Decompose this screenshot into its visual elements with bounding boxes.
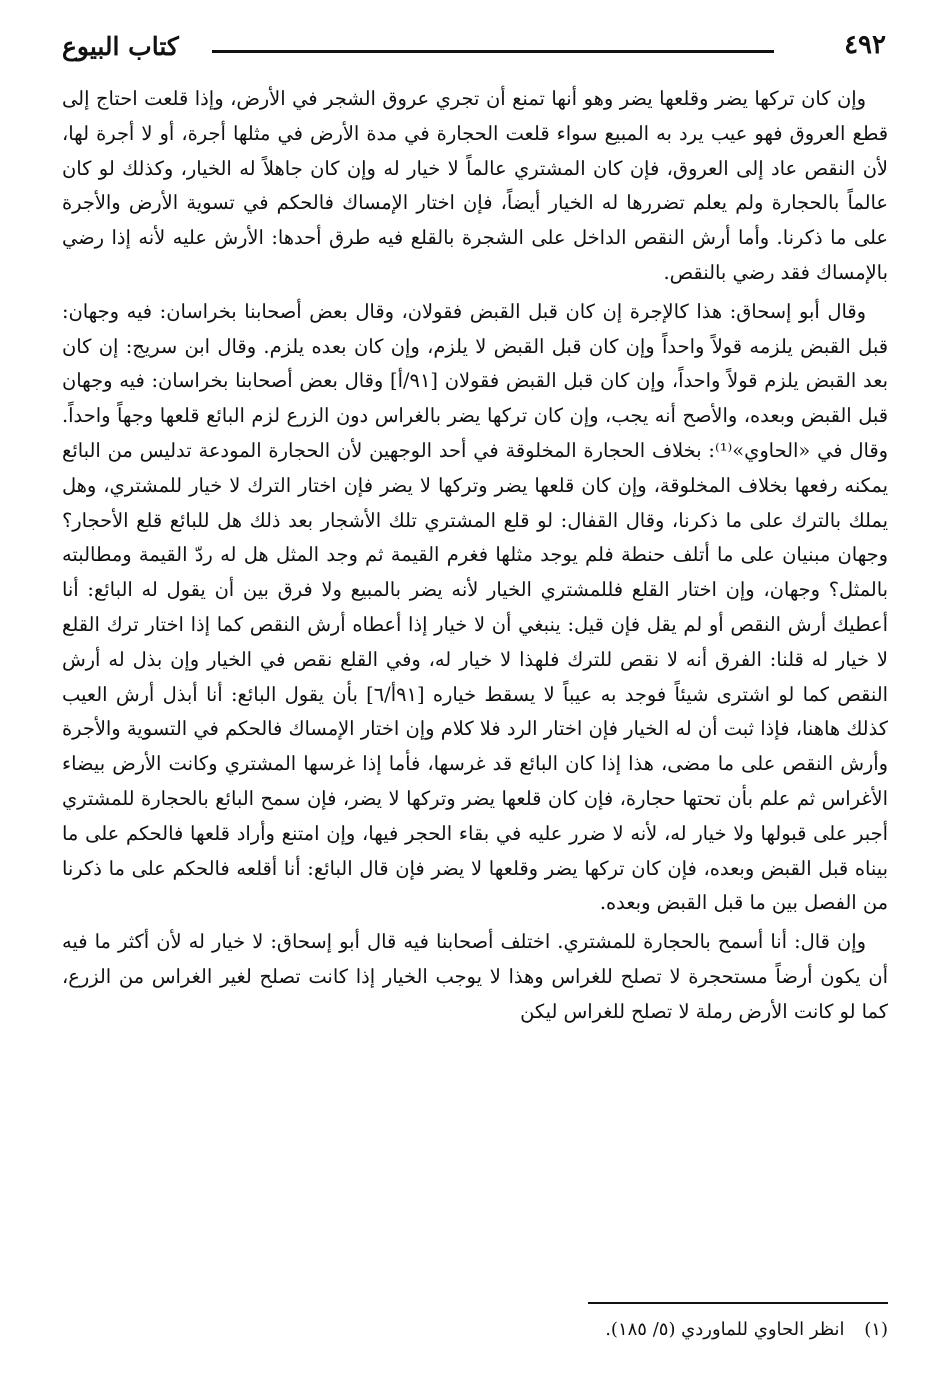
header-rule xyxy=(212,50,774,53)
paragraph: وإن قال: أنا أسمح بالحجارة للمشتري. اختلف أصحابنا فيه قال أبو إسحاق: لا خيار له لأن أكثر ما فيه أن يكون أرضاً مستحجرة لا تصلح للغراس وهذا لا يوجب الخيار إذا كانت تصلح لغير الغراس من الزرع، كما لو كانت الأرض رملة لا تصلح للغراس ليكن xyxy=(62,930,888,1023)
chapter-title: كتاب البيوع xyxy=(62,32,179,61)
page-number: ٤٩٢ xyxy=(844,30,886,60)
running-header xyxy=(62,28,886,68)
main-text xyxy=(62,82,888,1034)
paragraph: وقال أبو إسحاق: هذا كالإجرة إن كان قبل القبض فقولان، وقال بعض أصحابنا بخراسان: فيه وجهان: قبل القبض يلزمه قولاً واحداً وإن كان قبل القبض لا يلزم، وإن كان بعده يلزم. وقال ابن سريج: إن كان بعد القبض يلزم قولاً واحداً، وإن كان قبل القبض فقولان [٩١/أ] وقال بعض أصحابنا بخراسان: فيه وجهان قبل القبض وبعده، والأصح أنه يجب، وإن كان تركها يضر بالغراس دون الزرع لزم البائع قلعها وجهاً واحداً. وقال في «الحاوي»⁽¹⁾: بخلاف الحجارة المخلوقة في أحد الوجهين لأن الحجارة المودعة تدليس من البائع يمكنه رفعها بخلاف المخلوقة، وإن كان قلعها يضر وتركها لا يضر فإن اختار الترك لا خيار للمشتري، وهل يملك بالترك على ما ذكرنا، وقال القفال: لو قلع المشتري تلك الأشجار بعد ذلك هل للبائع قلع الأحجار؟ وجهان مبنيان على ما أتلف حنطة فلم يوجد مثلها فغرم القيمة ثم وجد المثل هل له ردّ القيمة ومطالبته بالمثل؟ وجهان، وإن اختار القلع فللمشتري الخيار لأنه يضر بالمبيع ولا فرق بين أن يقول له البائع: أنا أعطيك أرش النقص أو لم يقل فإن قيل: ينبغي أن لا خيار إذا أعطاه أرش النقص كما إذا اختار ترك القلع لا خيار له قلنا: الفرق أنه لا نقص للترك فلهذا لا خيار له، وفي القلع نقص في الخيار وإن بذل له أرش النقص كما لو اشترى شيئاً فوجد به عيباً لا يسقط خياره [٩١أ/٦] بأن يقول البائع: أنا أبذل أرش العيب كذلك هاهنا، فإذا ثبت أن له الخيار فإن اختار الرد فلا كلام وإن اختار الإمساك فالحكم في التسوية والأجرة وأرش النقص على ما مضى، هذا إذا كان البائع قد غرسها، فأما إذا غرسها المشتري وكانت الأرض بيضاء الأغراس ثم علم بأن تحتها حجارة، فإن كان قلعها يضر وتركها لا يضر، فإن سمح البائع بالحجارة للمشتري أجبر على قبولها ولا خيار له، لأنه لا ضرر عليه في بقاء الحجر فيها، وإن امتنع وأراد قلعها فالحكم على ما بيناه قبل القبض وبعده، فإن كان تركها يضر وقلعها لا يضر فإن قال البائع: أنا أقلعه فالحكم على ما ذكرنا من الفصل بين ما قبل القبض وبعده. xyxy=(62,299,889,915)
paragraph: وإن كان تركها يضر وقلعها يضر وهو أنها تمنع أن تجري عروق الشجر في الأرض، وإذا قلعت احتاج إلى قطع العروق فهو عيب يرد به المبيع سواء قلعت الحجارة في مدة الأرض في مثلها أجرة، أو لا أجرة لها، لأن النقص عاد إلى العروق، فإن كان المشتري عالماً لا خيار له وإن كان جاهلاً له الخيار، وكذلك لو كان عالماً بالحجارة ولم يعلم تضررها له الخيار أيضاً، فإن اختار الإمساك فالحكم في تسوية الأرض والأجرة على ما ذكرنا. وأما أرش النقص الداخل على الشجرة بالقلع فيه طرق أحدها: الأرش عليه لأنه إذا رضي بالإمساك فقد رضي بالنقص. xyxy=(62,87,888,284)
footnote-number: (١) xyxy=(864,1319,888,1340)
footnote xyxy=(62,1316,888,1344)
footnote-text: انظر الحاوي للماوردي (٥/ ١٨٥). xyxy=(605,1319,845,1340)
footnote-rule xyxy=(588,1302,888,1304)
